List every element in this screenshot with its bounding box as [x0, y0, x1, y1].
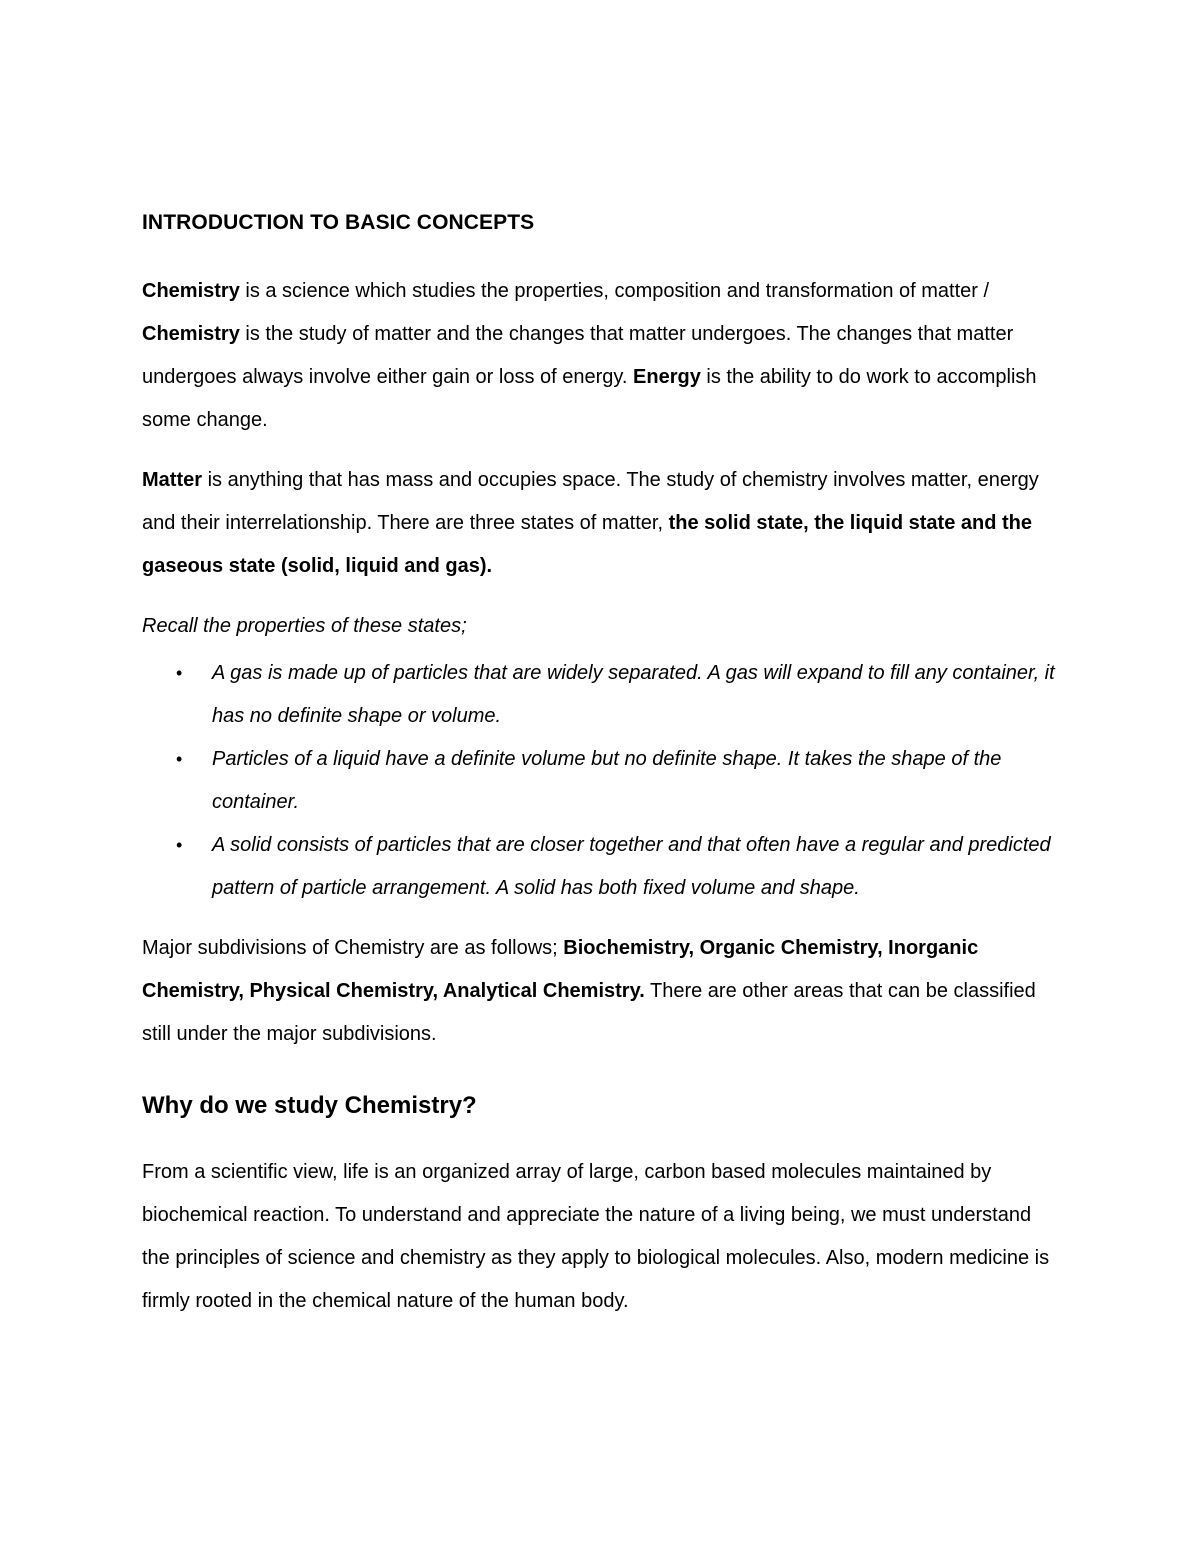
recall-intro: Recall the properties of these states;	[142, 615, 467, 637]
term-chemistry: Chemistry	[142, 323, 240, 345]
document-content	[142, 208, 1062, 1323]
term-separator: ,	[803, 512, 815, 534]
paragraph-text: is the study of matter and the changes that matter undergoes. The changes that matter undergoes always involve either gain or loss of energy.	[142, 323, 1014, 388]
paragraph-chemistry-definition	[142, 270, 1062, 442]
bullet-icon: •	[176, 835, 183, 855]
term-matter: Matter	[142, 469, 203, 491]
paragraph-text: Major subdivisions of Chemistry are as follows;	[142, 937, 564, 959]
paragraph-text: There are other areas that can be classified still under the major subdivisions.	[142, 980, 1036, 1045]
subdivisions-list: Biochemistry, Organic Chemistry, Inorganic Chemistry, Physical Chemistry, Analytical Chemistry.	[142, 937, 979, 1002]
section-heading: Why do we study Chemistry?	[142, 1092, 477, 1119]
term-chemistry: Chemistry	[142, 280, 240, 302]
states-list	[142, 652, 1062, 910]
list-item	[142, 652, 1062, 738]
list-item	[142, 738, 1062, 824]
paragraph-matter-definition	[142, 459, 1062, 588]
paragraph-text: is the ability to do work to accomplish some change.	[142, 366, 1037, 431]
list-item-text: A solid consists of particles that are closer together and that often have a regular and predicted pattern of particle arrangement. A solid has both fixed volume and shape.	[212, 834, 1051, 899]
list-item-text: Particles of a liquid have a definite volume but no definite shape. It takes the shape of the container.	[212, 748, 1002, 813]
document-title: INTRODUCTION TO BASIC CONCEPTS	[142, 211, 535, 234]
term-liquid-gaseous-state: the liquid state and the gaseous state (solid, liquid and gas).	[142, 512, 1032, 577]
paragraph-text: is anything that has mass and occupies space. The study of chemistry involves matter, energy and their interrelationship. There are three states of matter,	[142, 469, 1039, 534]
list-item-text: A gas is made up of particles that are widely separated. A gas will expand to fill any container, it has no definite shape or volume.	[212, 662, 1055, 727]
bullet-icon: •	[176, 749, 183, 769]
paragraph-subdivisions	[142, 927, 1062, 1056]
term-solid-state: the solid state	[668, 512, 804, 534]
list-item	[142, 824, 1062, 910]
paragraph-text: is a science which studies the properties, composition and transformation of matter /	[239, 280, 990, 302]
bullet-icon: •	[176, 663, 183, 683]
term-energy: Energy	[633, 366, 701, 388]
paragraph-why-study: From a scientific view, life is an organized array of large, carbon based molecules maintained by biochemical reaction. To understand and appreciate the nature of a living being, we must understand the principles of science and chemistry as they apply to biological molecules. Also, modern medicine is firmly rooted in the chemical nature of the human body.	[142, 1161, 1050, 1312]
